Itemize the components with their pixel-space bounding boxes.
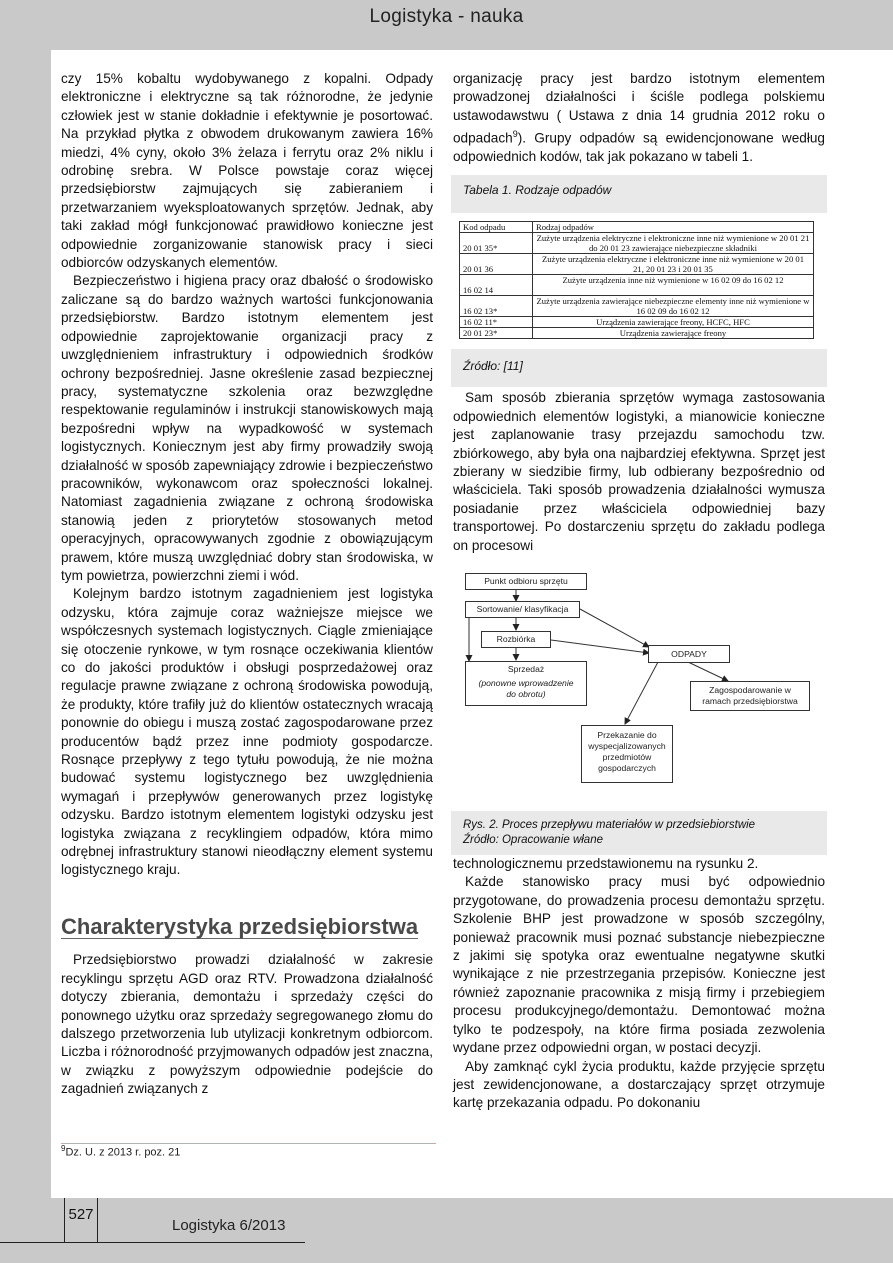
footnote-text: Dz. U. z 2013 r. poz. 21 <box>65 1146 181 1159</box>
table-cell-code: 20 01 36 <box>460 253 533 274</box>
right-paragraph-after-1: technologicznemu przedstawionemu na rysunku 2. <box>453 856 759 872</box>
table-cell-code: 16 02 13* <box>460 295 533 316</box>
right-intro <box>453 70 825 167</box>
table-cell-code: 20 01 35* <box>460 232 533 253</box>
right-paragraph-after-2: Każde stanowisko pracy musi być odpowiednio przygotowane, do prowadzenia procesu demontażu sprzętu. Szkolenie BHP jest prowadzone w sposób szczególny, ponieważ pracownik musi poznać substancje niebezpieczne z jakimi się spotyka oraz ewentualne negatywne skutki wynikające z nie przestrzegania przepisów. Konieczne jest również zapoznanie pracownika z misją firmy i przebiegiem procesu produkcyjnego/demontażu. Demontować można tylko te podzespoły, na które firma posiada zezwolenia wydane przez odpowiedni organ, w postaci decyzji. <box>453 874 825 1056</box>
table-cell-desc: Urządzenia zawierające freony <box>533 327 814 338</box>
right-intro-text-end: ). Grupy odpadów są ewidencjonowane według odpowiednich kodów, tak jak pokazano w tabeli 1. <box>453 130 825 165</box>
table-header-type: Rodzaj odpadów <box>533 221 814 232</box>
table-cell-desc: Zużyte urządzenia elektryczne i elektroniczne inne niż wymienione w 20 01 21, 20 01 23 i 20 01 35 <box>533 253 814 274</box>
arrow-odpady-przekazanie <box>625 662 658 724</box>
footnote <box>61 1144 180 1159</box>
page-sheet <box>51 50 893 1198</box>
page-number: 527 <box>64 1198 98 1242</box>
figure-caption-title: Rys. 2. Proces przepływu materiałów w przedsiebiorstwie <box>463 819 756 832</box>
table-caption: Tabela 1. Rodzaje odpadów <box>451 175 827 213</box>
box-sprzedaz-label: Sprzedaż <box>507 664 545 675</box>
right-paragraph-after-3: Aby zamknąć cykl życia produktu, każde przyjęcie sprzętu jest zewidencjonowane, a dostarczający sprzęt otrzymuje kartę przekazania odpadu. Po dokonaniu <box>453 1058 825 1111</box>
table-header-row <box>460 221 814 232</box>
arrow-sortowanie-odpady <box>580 609 649 647</box>
table-source: Źródło: [11] <box>451 349 827 387</box>
figure-caption <box>451 811 827 855</box>
left-paragraph-3: Kolejnym bardzo istotnym zagadnieniem jest logistyka odzysku, która zajmuje coraz ważniejsze miejsce we współczesnych systemach logistycznych. Ciągle zmieniające się otoczenie rynkowe, w tym rosnące oczekiwania klientów co do jakości produktów i obsługi posprzedażowej oraz regulacje prawne związane z ochroną środowiska powodują, że produkty, które trafiły już do klientów ostatecznych wracają ponownie do obiegu i muszą zostać zagospodarowane przez producentów bądź przez inne podmioty gospodarcze. Rosnące przepływy z tego tytułu powodują, że nie można budować systemu logistycznego bez uwzględnienia wymagań i przepływów generowanych przez logistykę odzysku. Bardzo istotnym elementem logistyki odzysku jest logistyka związana z recyklingiem odpadów, która mimo odrębnej infrastruktury stanowi nieodłączny element systemu logistycznego kraju. <box>61 586 433 878</box>
table-cell-desc: Zużyte urządzenia inne niż wymienione w 16 02 09 do 16 02 12 <box>533 274 814 295</box>
left-column <box>61 70 433 1099</box>
table-cell-desc: Urządzenia zawierające freony, HCFC, HFC <box>533 316 814 327</box>
box-odpady: ODPADY <box>648 645 730 663</box>
table-row <box>460 253 814 274</box>
left-paragraph-1: czy 15% kobaltu wydobywanego z kopalni. Odpady elektroniczne i elektryczne są tak różnorodne, że jedynie człowiek jest w stanie dokładnie i efektywnie je posortować. Na przykład płytka z obwodem drukowanym zawiera 16% miedzi, 4% cyny, około 3% żelaza i ferrytu oraz 2% niklu i odrobinę srebra. W Polsce powstaje coraz więcej przedsiębiorstw zajmujących się zabieraniem i przetwarzaniem wyeksploatowanych sprzętów. Jednak, aby taki zakład mógł funkcjonować prawidłowo konieczne jest odpowiednie zorganizowanie stanowisk pracy i sieci odbiorców odzyskanych elementów. <box>61 71 433 271</box>
box-przekazanie: Przekazanie do wyspecjalizowanych przedmiotów gospodarczych <box>581 725 673 783</box>
footnote-mark: 9 <box>61 1144 66 1153</box>
table-row <box>460 316 814 327</box>
right-column <box>453 70 825 1113</box>
box-rozbiorka: Rozbiórka <box>481 631 551 648</box>
footer-line <box>0 1242 305 1243</box>
table-row <box>460 295 814 316</box>
section-title: Charakterystyka przedsiębiorstwa <box>61 913 419 939</box>
box-sprzedaz <box>465 661 587 706</box>
page-footer-bar <box>0 1198 893 1263</box>
table-row <box>460 232 814 253</box>
journal-name: Logistyka 6/2013 <box>172 1217 286 1234</box>
table-cell-code: 20 01 23* <box>460 327 533 338</box>
box-sprzedaz-note: (ponowne wprowadzenie do obrotu) <box>478 678 574 700</box>
table-cell-desc: Zużyte urządzenia zawierające niebezpieczne elementy inne niż wymienione w 16 02 09 do 16 02 12 <box>533 295 814 316</box>
box-sortowanie: Sortowanie/ klasyfikacja <box>465 601 580 618</box>
flow-diagram <box>453 569 825 801</box>
table-row <box>460 274 814 295</box>
right-intro-sup: 9 <box>512 129 518 140</box>
right-paragraph-mid: Sam sposób zbierania sprzętów wymaga zastosowania odpowiednich elementów logistyki, a mianowicie konieczne jest zaplanowanie trasy przejazdu samochodu tzw. zbiórkowego, aby była ona najbardziej efektywna. Sprzęt jest zbierany w siedzibie firmy, lub odbierany bezpośrednio od właściciela. Taki sposób prowadzenia działalności wymusza posiadanie przez właściciela odpowiedniej bazy transportowej. Po dostarczeniu sprzętu do zakładu podlega on procesowi <box>453 390 825 553</box>
header-title: Logistyka - nauka <box>369 6 524 27</box>
page-header <box>0 0 893 50</box>
arrow-rozbiorka-odpady <box>551 640 649 653</box>
table-cell-code: 16 02 14 <box>460 274 533 295</box>
box-punkt-odbioru: Punkt odbioru sprzętu <box>465 573 587 590</box>
left-paragraph-2: Bezpieczeństwo i higiena pracy oraz dbałość o środowisko zaliczane są do bardzo ważnych wartości funkcjonowania przedsiębiorstw. Bardzo istotnym elementem jest odpowiednie zaprojektowanie organizacji pracy z uwzględnieniem infrastruktury i odpowiednich środków ochrony bezpośredniej. Jasne określenie zasad bezpiecznej pracy, systematyczne szkolenia oraz bezwzględne respektowanie regulaminów i instrukcji stanowiskowych mają bezpośredni wpływ na wypadkowość w systemach logistycznych. Koniecznym jest aby firmy prowadziły swoją działalność w sposób zapewniający zdrowie i bezpieczeństwo pracowników, wykonawcom oraz społeczności lokalnej. Natomiast zagadnienia związane z ochroną środowiska stanowią jeden z priorytetów stosowanych metod operacyjnych, opracowywanych zgodnie z obowiązującym prawem, które muszą uwzględniać dobry stan środowiska, w tym powietrza, powierzchni ziemi i wód. <box>61 273 433 583</box>
section-paragraph: Przedsiębiorstwo prowadzi działalność w zakresie recyklingu sprzętu AGD oraz RTV. Prowadzona działalność dotyczy zbierania, demontażu i sprzedaży części do ponownego użytku oraz sprzedaży segregowanego złomu do dalszego przetworzenia lub utylizacji konkretnym odbiorcom. Liczba i różnorodność przyjmowanych odpadów jest znaczna, w związku z powyższym odpowiednie podejście do zagadnień związanych z <box>61 952 433 1097</box>
arrow-odpady-zagospodarowanie <box>688 662 728 681</box>
table-row <box>460 327 814 338</box>
waste-table <box>459 221 814 339</box>
box-zagospodarowanie: Zagospodarowanie w ramach przedsiębiorstwa <box>690 681 810 711</box>
right-intro-text: organizację pracy jest bardzo istotnym elementem prowadzonej działalności i ściśle podlega polskiemu ustawodawstwu ( Ustawa z dnia 14 grudnia 2012 roku o odpadach <box>453 71 825 146</box>
table-cell-code: 16 02 11* <box>460 316 533 327</box>
table-header-code: Kod odpadu <box>460 221 533 232</box>
table-cell-desc: Zużyte urządzenia elektryczne i elektroniczne inne niż wymienione w 20 01 21 do 20 01 23 zawierające niebezpieczne składniki <box>533 232 814 253</box>
figure-caption-source: Źródło: Opracowanie włane <box>463 834 603 847</box>
